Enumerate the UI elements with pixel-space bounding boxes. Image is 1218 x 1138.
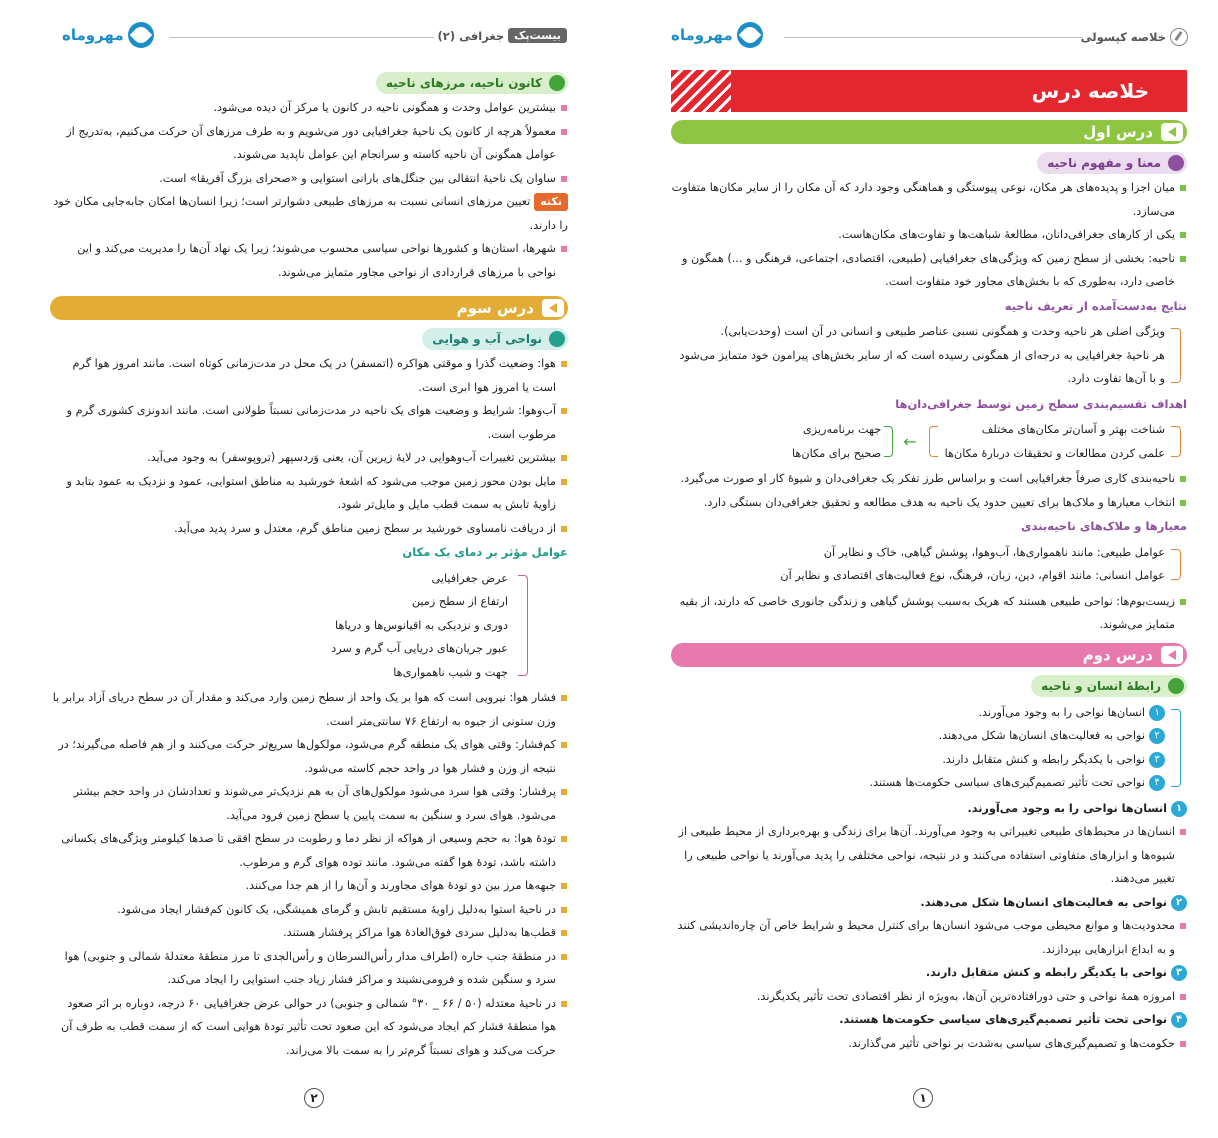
paragraph: انسان‌ها در محیط‌های طبیعی تغییراتی به وجود می‌آورند. آن‌ها برای زندگی و بهره‌برداری از محیط طبیعی از شیوه‌ها و ابزارهای متفاوتی استفاده می‌کنند و در نتیجه، نواحی مختلفی را پدید می‌آورند یا نواحی طبیعی را تغییر می‌دهند. (671, 820, 1187, 891)
goal-item: شناخت بهتر و آسان‌تر مکان‌های مختلف (981, 423, 1165, 436)
brand-logo: مهروماه (671, 22, 763, 48)
paragraph: انتخاب معیارها و ملاک‌ها برای تعیین حدود یک ناحیه به هدف مطالعه و تحقیق جغرافی‌دان بستگی دارد. (671, 491, 1187, 515)
right-page (609, 0, 1218, 1138)
paragraph: میان اجزا و پدیده‌های هر مکان، نوعی پیوستگی و هماهنگی وجود دارد که آن مکان را از سایر مکان‌ها متفاوت می‌سازد. (671, 176, 1187, 223)
goal-result: صحیح برای مکان‌ها (792, 446, 882, 460)
goal-item: علمی کردن مطالعات و تحقیقات دربارهٔ مکان‌ها (944, 446, 1165, 460)
topic-human-region: رابطهٔ انسان و ناحیه (1031, 675, 1187, 697)
paragraph: مایل بودن محور زمین موجب می‌شود که اشعهٔ خورشید به مناطق استوایی، عمود و نزدیک به عمود بتابد و زاویهٔ تابش به سمت قطب مایل و مایل‌تر شود. (50, 470, 568, 517)
factor-item: ارتفاع از سطح زمین (411, 595, 508, 608)
play-arrow-icon (1161, 646, 1183, 664)
factor-item: عبور جریان‌های دریایی آب گرم و سرد (331, 642, 508, 655)
page-number: ۱ (913, 1088, 933, 1108)
results-bracket (671, 320, 1187, 391)
butterfly-icon (128, 22, 154, 48)
subheading: عوامل مؤثر بر دمای یک مکان (402, 545, 568, 559)
paragraph: هوا: وضعیت گذرا و موقتی هواکره (اتمسفر) در یک محل در مدت‌زمانی کوتاه است. مانند امروز هوا گرم است یا امروز هوا ابری است. (50, 352, 568, 399)
paragraph: از دریافت نامساوی خورشید بر سطح زمین مناطق گرم، معتدل و سرد پدید می‌آید. (50, 517, 568, 541)
paragraph: فشار هوا: نیرویی است که هوا بر یک واحد از سطح زمین وارد می‌کند و مقدار آن در سطح دریای آزاد برابر با وزن ستونی از جیوه به ارتفاع ۷۶ سانتی‌متر است. (50, 686, 568, 733)
paragraph: معمولاً هرچه از کانون یک ناحیهٔ جغرافیایی دور می‌شویم و به طرف مرزهای آن حرکت می‌کنیم، به‌تدریج از عوامل همگونی آن ناحیه کاسته و سرانجام این عوامل ناپدید می‌شوند. (50, 120, 568, 167)
factor-item: عرض جغرافیایی (431, 571, 508, 585)
paragraph: یکی از کارهای جغرافی‌دانان، مطالعهٔ شباهت‌ها و تفاوت‌های مکان‌هاست. (671, 223, 1187, 247)
left-content (50, 70, 568, 1062)
factor-item: جهت و شیب ناهمواری‌ها (393, 665, 508, 679)
topic-arrow-icon (1168, 678, 1184, 694)
lesson-1-bar: درس اول (671, 120, 1187, 144)
paragraph: جبهه‌ها مرز بین دو تودهٔ هوای مجاورند و آن‌ها را از هم جدا می‌کنند. (50, 874, 568, 898)
criteria-item: عوامل انسانی: مانند اقوام، دین، زبان، فرهنگ، نوع فعالیت‌های اقتصادی و نظایر آن (780, 569, 1165, 582)
goal-result: جهت برنامه‌ریزی (802, 423, 882, 436)
paragraph: در ناحیهٔ معتدله (۵۰ / ۶۶ _ ۳۰° شمالی و جنوبی) در حوالی عرض جغرافیایی ۶۰ درجه، دوباره بر اثر صعود هوا منطقهٔ فشار کم ایجاد می‌شود که این صعود تحت تأثیر تودهٔ هوایی است که از سمت قطب به طرف آن حرکت می‌کند و هوای نسبتاً گرم‌تر را به سمت بالا می‌راند. (50, 992, 568, 1063)
paragraph: قطب‌ها به‌دلیل سردی فوق‌العادهٔ هوا مراکز پرفشار هستند. (50, 921, 568, 945)
paragraph: امروزه همهٔ نواحی و حتی دورافتاده‌ترین آن‌ها، به‌ویژه از نظر اقتصادی تحت تأثیر یکدیگرند. (671, 985, 1187, 1009)
topic-climate-regions: نواحی آب و هوایی (422, 328, 568, 350)
subheading: نتایج به‌دست‌آمده از تعریف ناحیه (1004, 298, 1187, 313)
brand-logo: مهروماه (62, 22, 154, 48)
play-arrow-icon (542, 299, 564, 317)
paragraph: محدودیت‌ها و موانع محیطی موجب می‌شود انسان‌ها برای کنترل محیط و شرایط خاص آن چاره‌اندیشی کنند و به ابداع ابزارهایی بپردازند. (671, 914, 1187, 961)
criteria-item: عوامل طبیعی: مانند ناهمواری‌ها، آب‌وهوا، پوشش گیاهی، خاک و نظایر آن (823, 545, 1165, 559)
paragraph: در منطقهٔ جنب حاره (اطراف مدار رأس‌السرطان و رأس‌الجدی تا مرز منطقهٔ معتدلهٔ شمالی و جنوبی) هوا سرد و سنگین شده و فرومی‌نشیند و مراکز فشار زیاد جنب استوایی را ایجاد می‌کند. (50, 945, 568, 992)
relation-item: ۴نواحی تحت تأثیر تصمیم‌گیری‌های سیاسی حکومت‌ها هستند. (671, 771, 1165, 795)
paragraph: ناحیه‌بندی کاری صرفاً جغرافیایی است و براساس طرز تفکر یک جغرافی‌دان و شیوهٔ کار او صورت می‌گیرد. (671, 467, 1187, 491)
topic-region-core: کانون ناحیه، مرزهای ناحیه (376, 72, 568, 94)
header-divider (170, 37, 434, 38)
paragraph: پرفشار: وقتی هوا سرد می‌شود مولکول‌های آن به هم نزدیک‌تر می‌شوند و تعدادشان در واحد حجم بیشتر می‌شود. هوای سرد و سنگین به سمت پایین یا سطح زمین فرود می‌آید. (50, 780, 568, 827)
result-item: ویژگی اصلی هر ناحیه وحدت و همگونی نسبی عناصر طبیعی و انسانی در آن است (وحدت‌یابی). (720, 325, 1165, 338)
numbered-heading: ۴نواحی تحت تأثیر تصمیم‌گیری‌های سیاسی حکومت‌ها هستند. (671, 1008, 1187, 1032)
paragraph: تودهٔ هوا: به حجم وسیعی از هواکه از نظر دما و رطوبت در سطح افقی تا صدها کیلومتر ویژگی‌های یکسانی داشته باشد، تودهٔ هوا گفته می‌شود. مانند توده هوای گرم و مرطوب. (50, 827, 568, 874)
relation-item: ۲نواحی به فعالیت‌های انسان‌ها شکل می‌دهند. (671, 724, 1165, 748)
butterfly-icon (737, 22, 763, 48)
arrow-left-icon: ← (903, 431, 917, 451)
lesson-2-bar: درس دوم (671, 643, 1187, 667)
paragraph: بیشترین تغییرات آب‌وهوایی در لایهٔ زیرین آن، یعنی وَردسپهر (تروپوسفر) به وجود می‌آید. (50, 446, 568, 470)
header-divider (784, 37, 1083, 38)
goals-diagram (671, 418, 1187, 465)
numbered-heading: ۲نواحی به فعالیت‌های انسان‌ها شکل می‌دهند. (671, 891, 1187, 915)
subheading: اهداف تقسیم‌بندی سطح زمین توسط جغرافی‌دان‌ها (895, 396, 1187, 411)
paragraph: بیشترین عوامل وحدت و همگونی ناحیه در کانون یا مرکز آن دیده می‌شود. (50, 96, 568, 120)
topic-arrow-icon (549, 75, 565, 91)
note-paragraph: نکتهتعیین مرزهای انسانی نسبت به مرزهای طبیعی دشوارتر است؛ زیرا انسان‌ها امکان جابه‌جایی مکان خود را دارند. (53, 195, 568, 232)
subheading: معیارها و ملاک‌های ناحیه‌بندی (1021, 519, 1187, 533)
play-arrow-icon (1161, 123, 1183, 141)
numbered-heading: ۱انسان‌ها نواحی را به وجود می‌آورند. (671, 797, 1187, 821)
summary-banner: خلاصه درس (671, 70, 1187, 112)
paragraph: در ناحیهٔ استوا به‌دلیل زاویهٔ مستقیم تابش و گرمای همیشگی، یک کانون کم‌فشار ایجاد می‌شود. (50, 898, 568, 922)
paragraph: شهرها، استان‌ها و کشورها نواحی سیاسی محسوب می‌شوند؛ زیرا یک نهاد آن‌ها را مدیریت می‌کند و این نواحی با مرزهای قراردادی از نواحی مجاور متمایز می‌شوند. (50, 237, 568, 284)
right-header (609, 14, 1218, 58)
paragraph: آب‌وهوا: شرایط و وضعیت هوای یک ناحیه در مدت‌زمانی نسبتاً طولانی است. مانند اندونزی کشوری گرم و مرطوب است. (50, 399, 568, 446)
paragraph: ساوان یک ناحیهٔ انتقالی بین جنگل‌های بارانی استوایی و «صحرای بزرگ آفریقا» است. (50, 167, 568, 191)
section-label: خلاصه کپسولی (1081, 28, 1188, 46)
criteria-bracket (671, 541, 1187, 588)
paragraph: زیست‌بوم‌ها: نواحی طبیعی هستند که هریک به‌سبب پوشش گیاهی و زندگی جانوری خاصی که دارند، از بقیه متمایز می‌شوند. (671, 590, 1187, 637)
relation-item: ۳نواحی با یکدیگر رابطه و کنش متقابل دارند. (671, 748, 1165, 772)
paragraph: ناحیه: بخشی از سطح زمین که ویژگی‌های جغرافیایی (طبیعی، اقتصادی، اجتماعی، فرهنگی و ...) همگون و خاصی دارد، به‌طوری که با بخش‌های مجاور خود متفاوت است. (671, 247, 1187, 294)
paragraph: حکومت‌ها و تصمیم‌گیری‌های سیاسی به‌شدت بر نواحی تأثیر می‌گذارند. (671, 1032, 1187, 1056)
relations-list (671, 701, 1187, 795)
stripes-decoration (671, 70, 731, 112)
relation-item: ۱انسان‌ها نواحی را به وجود می‌آورند. (671, 701, 1165, 725)
topic-arrow-icon (549, 331, 565, 347)
note-badge: نکته (534, 193, 568, 211)
page-number: ۲ (304, 1088, 324, 1108)
section-label: بیست‌پک جغرافی (۲) (438, 28, 567, 43)
right-content (671, 70, 1187, 1055)
numbered-heading: ۳نواحی با یکدیگر رابطه و کنش متقابل دارند. (671, 961, 1187, 985)
temperature-factors (50, 567, 568, 685)
topic-region-meaning: معنا و مفهوم ناحیه (1037, 152, 1187, 174)
lesson-3-bar: درس سوم (50, 296, 568, 320)
topic-arrow-icon (1168, 155, 1184, 171)
pin-icon (1170, 28, 1188, 46)
result-item: هر ناحیهٔ جغرافیایی به درجه‌ای از همگونی رسیده است که از سایر بخش‌های پیرامون خود متمایز می‌شود و با آن‌ها تفاوت دارد. (679, 348, 1165, 385)
paragraph: کم‌فشار: وقتی هوای یک منطقه گرم می‌شود، مولکول‌ها سریع‌تر حرکت می‌کنند و از هم فاصله می‌گیرند؛ در نتیجه از وزن و فشار هوا در واحد حجم کاسته می‌شود. (50, 733, 568, 780)
left-header (0, 14, 609, 58)
factor-item: دوری و نزدیکی به اقیانوس‌ها و دریاها (335, 618, 508, 632)
